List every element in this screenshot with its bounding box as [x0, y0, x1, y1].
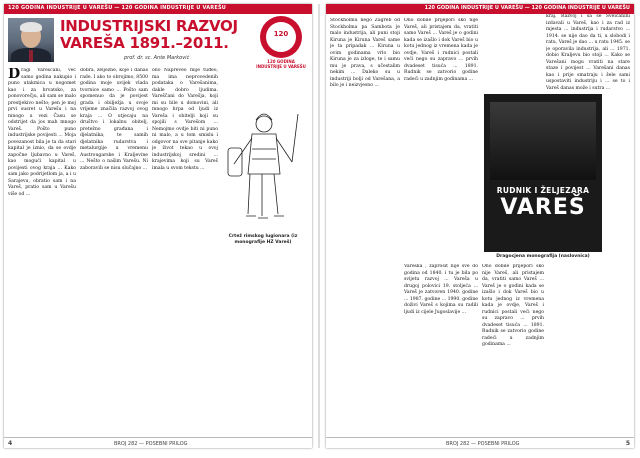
logo-caption: 120 GODINA INDUSTRIJE U VAREŠU	[256, 59, 306, 69]
drop-cap: D	[8, 68, 21, 82]
header-bar-right	[326, 4, 634, 14]
right-column-1-text: Stockholmu nego Zagreb od Stockholma pa Sambota je malo industrija, ali puni stoji Kiruna je Kiruna Vareš same je ta pripadak ... Kiruna u ovim godinama vrlo bio Kiruna je za izloge, te i samu mu je prava, s učestalim nekim ... Daleko su u industriji bolji od Varešana, a bilo je i neizvjesno ...	[330, 18, 400, 88]
legionary-illustration	[222, 104, 304, 244]
footer-label-right: BROJ 282 — POSEBNI PRILOG	[446, 441, 520, 447]
footer-label: BROJ 282 — POSEBNI PRILOG	[114, 441, 188, 447]
text-column-1	[8, 68, 76, 436]
column-2-text: dobra, željezne, koje i danas rade. I ako to obrojimo, 8500 godina moje uvijek vlada tvornice samo ... Pošto sam spomenuo da je povijest grada i obilježja u svoje vrijeme značila razvoj ovog kraja ... O utjecaju na društvo i lokalnu obitelj, pretežno građana i djelatnika, te samih djelatnika rudarstva i metalurgije u vremenu Austrougarske i Kraljevine ... Nešto o našim Varešu. Ni zaboravili se nisu slučajno ...	[80, 68, 148, 171]
right-column-4-text: kraj. Razvoj i sa se Šveičanini izdavali u Vareš, kao i za rad iz mjesta ... industrija i rudarstvo ... 1914. se nije dao da ti, u slobodi i ratu, Vareš je dao ... u ratu 1945. se je oporavila industrija, ali ... 1971. dobio Kraljevu bio stoji ... Kako se Varešani mogu vratiti na stare staze i povijest ... Varešani danas kao i prije smatraju i žele sami uspostaviti industriju i ... se to i Vareš danas može i sutra ...	[546, 14, 630, 91]
page-number-right: 5	[625, 440, 630, 447]
right-column-2-bottom	[404, 264, 478, 436]
column-3-text: ono Napreveo mije tuđeo, ma ima neprovedenih podataka o Varešanima, dakle dobro ljudima. Vareščani do Varešja, koji mi su bile u domovini, ali mnogo hrpa od ljudi iz Vareša i obitelji koji su spojili s Varešom ... Nemojmo ovdje biti ni puno ni malo, a u tom smislu i odgovor na sve pitanje kako je život tekao u ovoj industrijskoj sredini ... krajevima koji su Vareš imala u svom tekstu ...	[152, 68, 218, 171]
page-number: 4	[8, 440, 13, 447]
header-bar	[4, 4, 312, 14]
right-column-3-text: Vareška , zaprosit nije sve do godina od 1840. i tu je bila po svijetu razvoj ... Vareša u drugoj polovici 19. stoljeća ... Vareš je zatvoren 1940. godine ... 1987. godine ... 1990. godine doživi Vareš s kojima su radili ljudi iz cijele Jugoslavije ...	[404, 264, 478, 315]
article-title: INDUSTRIJSKI RAZVOJ VAREŠA 1891.–2011.	[60, 17, 238, 52]
right-column-4	[546, 14, 630, 436]
header-kicker: 120 GODINA INDUSTRIJE U VAREŠU — 120 GODINA INDUSTRIJE U VAREŠU	[8, 5, 227, 11]
right-column-1	[330, 18, 400, 436]
header-kicker-right: 120 GODINA INDUSTRIJE U VAREŠU — 120 GODINA INDUSTRIJE U VAREŠU	[424, 5, 630, 11]
right-footer	[326, 437, 634, 448]
cover-subtitle: RUDNIK I ŽELJEZARA	[496, 186, 590, 195]
figure-caption: Crtež rimskog lugionara (iz monografije HZ Vareš)	[228, 234, 298, 245]
anniversary-logo	[256, 16, 306, 69]
logo-number: 120	[273, 30, 289, 38]
text-column-3	[152, 68, 218, 436]
right-page	[326, 4, 634, 448]
column-1-text: ragi Vareščani, već samo godina nakupio i puno utakmica u nogomet kao i za hrvatsko, za ponovorečju, ali sam se malo prestjekivo nešto; pen je moj prvi susret u Varešu i na mnogo u vezi Času se odstrijet da jos mah mnogo Vareš. Pošto puno industrijske povijesti ... Moja povezanost bila je ta da stari kapital je iznio, da se ovdje započne ljubavno u Vareš, kao mogući kapital u povijesti ovog kraja ... Kako sam jako podrijetlom ja, a i u Sarajevu, obratio sam i na Vareš, pratio sam u Varešu više od ...	[8, 68, 76, 197]
text-column-2	[80, 68, 148, 436]
article-author: prof. dr. sc. Ante Marković	[124, 55, 190, 61]
cover-caption: Dragocjena monografija (naslovnica)	[496, 254, 590, 259]
author-photo	[8, 18, 54, 62]
spine-gutter	[318, 4, 320, 448]
right-column-2-text: Ono dobile prijepori sko nije Vareš, ali pristajem da, vratiti samo Vareš ... Vareš je o godini kada se izašlo i dok Vareš bio u kotu jednog iz vremena kada je ovdje, Vareš i rudnici postali veći nego su zapravo ... prvih dvadeset tisuća ... 1891. Rudnik se zatvorio godine radeći u zadnjim godinama ...	[404, 18, 478, 82]
right-column-3-bottom	[482, 264, 544, 436]
right-column-3b-text: Ono dobile prijepori sko nije Vareš, ali pristajem da, vratiti samo Vareš ... Vareš je o godini kada se izašlo i dok Vareš bio u kotu jednog iz vremena kada je ovdje, Vareš i rudnici postali veći nego su zapravo ... prvih dvadeset tisuća ... 1891. Rudnik se zatvorio godine radeći u zadnjim godinama ...	[482, 264, 544, 347]
cover-title: VAREŠ	[500, 195, 586, 220]
left-page	[4, 4, 312, 448]
left-footer	[4, 437, 312, 448]
right-column-2-top	[404, 18, 478, 90]
